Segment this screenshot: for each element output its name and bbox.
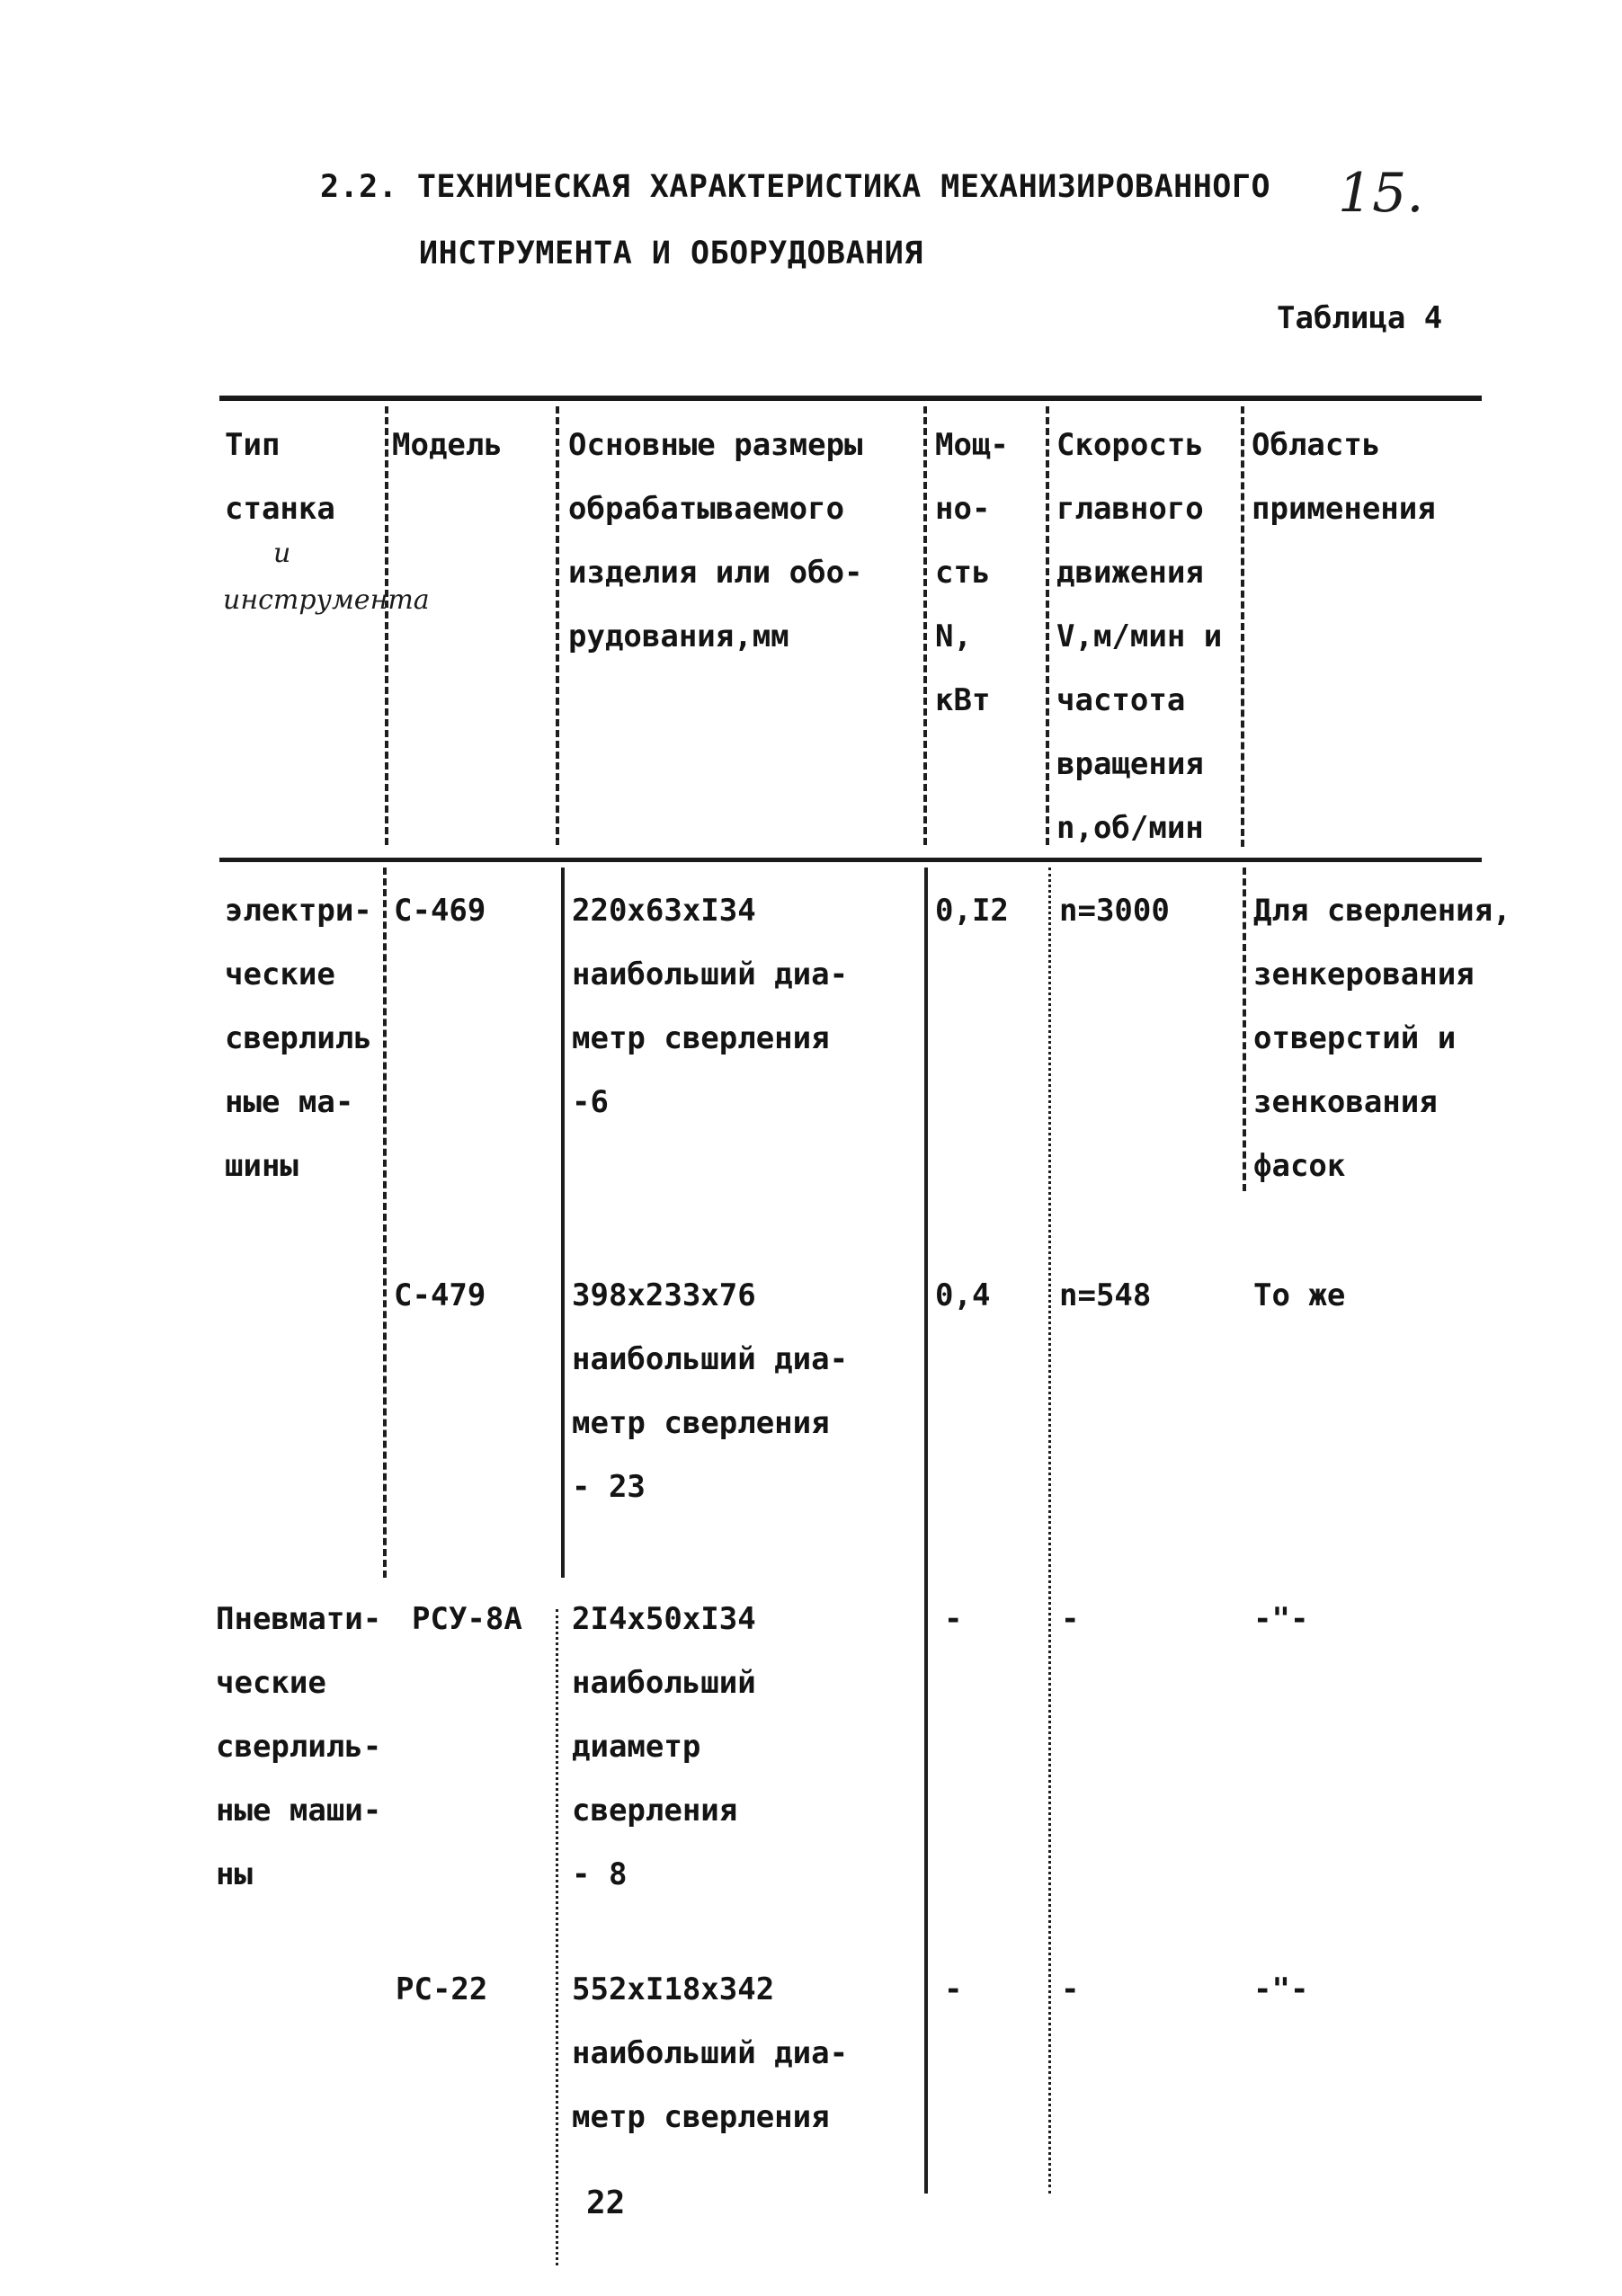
body-column-divider — [561, 868, 565, 1578]
table-header-bottom-rule — [219, 858, 1482, 862]
handwritten-page-note: 15. — [1338, 162, 1424, 225]
header-type-handwritten-1: и — [273, 538, 291, 569]
row-4-model: РС-22 — [396, 1971, 488, 2007]
header-column-divider — [556, 406, 559, 845]
header-dimensions: Основные размеры обрабатываемого изделия или обо- рудования,мм — [568, 427, 863, 654]
header-column-divider — [1046, 406, 1049, 845]
row-1-application: Для сверления, зенкерования отверстий и зенкования фасок — [1253, 893, 1511, 1184]
header-application: Область применения — [1252, 427, 1436, 527]
row-4-dimensions: 552xI18x342 наибольший диа- метр сверления — [572, 1971, 849, 2135]
header-type: Тип станка — [225, 427, 335, 527]
body-column-divider — [1243, 868, 1246, 1191]
header-model: Модель — [392, 427, 503, 463]
row-4-speed: - — [1061, 1971, 1080, 2007]
row-1-dimensions: 220x63xI34 наибольший диа- метр сверления -6 — [572, 893, 849, 1120]
row-3-dimensions: 2I4x50xI34 наибольший диаметр сверления - 8 — [572, 1601, 756, 1892]
row-3-type: Пневмати- ческие сверлиль- ные маши- ны — [216, 1601, 382, 1892]
row-1-type: электри- ческие сверлиль ные ма- шины — [225, 893, 372, 1184]
row-2-speed: n=548 — [1059, 1277, 1152, 1313]
page-number: 22 — [586, 2185, 626, 2221]
section-title-continued: ИНСТРУМЕНТА И ОБОРУДОВАНИЯ — [419, 236, 923, 271]
row-1-power: 0,I2 — [935, 893, 1009, 929]
row-1-speed: n=3000 — [1059, 893, 1170, 929]
body-column-divider — [556, 1609, 558, 2265]
table-label: Таблица 4 — [1277, 300, 1443, 336]
row-3-application: -"- — [1253, 1601, 1309, 1637]
row-1-model: С-469 — [394, 893, 486, 929]
row-2-model: С-479 — [394, 1277, 486, 1313]
row-3-speed: - — [1061, 1601, 1080, 1637]
header-column-divider — [1241, 406, 1244, 847]
row-2-application: То же — [1253, 1277, 1346, 1313]
body-column-divider — [924, 868, 928, 2194]
body-column-divider — [383, 868, 387, 1578]
section-title: 2.2. ТЕХНИЧЕСКАЯ ХАРАКТЕРИСТИКА МЕХАНИЗИРОВАННОГО — [320, 169, 1271, 205]
header-column-divider — [385, 406, 388, 845]
header-type-handwritten-2: инструмента — [223, 584, 430, 616]
row-2-power: 0,4 — [935, 1277, 991, 1313]
row-3-model: РСУ-8А — [412, 1601, 522, 1637]
header-speed: Скорость главного движения V,м/мин и частота вращения n,об/мин — [1056, 427, 1223, 846]
row-2-dimensions: 398x233x76 наибольший диа- метр сверления - 23 — [572, 1277, 849, 1505]
row-3-power: - — [944, 1601, 963, 1637]
header-power: Мощ- но- сть N, кВт — [935, 427, 1009, 718]
header-column-divider — [923, 406, 927, 845]
row-4-application: -"- — [1253, 1971, 1309, 2007]
body-column-divider — [1048, 868, 1051, 2194]
row-4-power: - — [944, 1971, 963, 2007]
table-top-rule — [219, 396, 1482, 401]
